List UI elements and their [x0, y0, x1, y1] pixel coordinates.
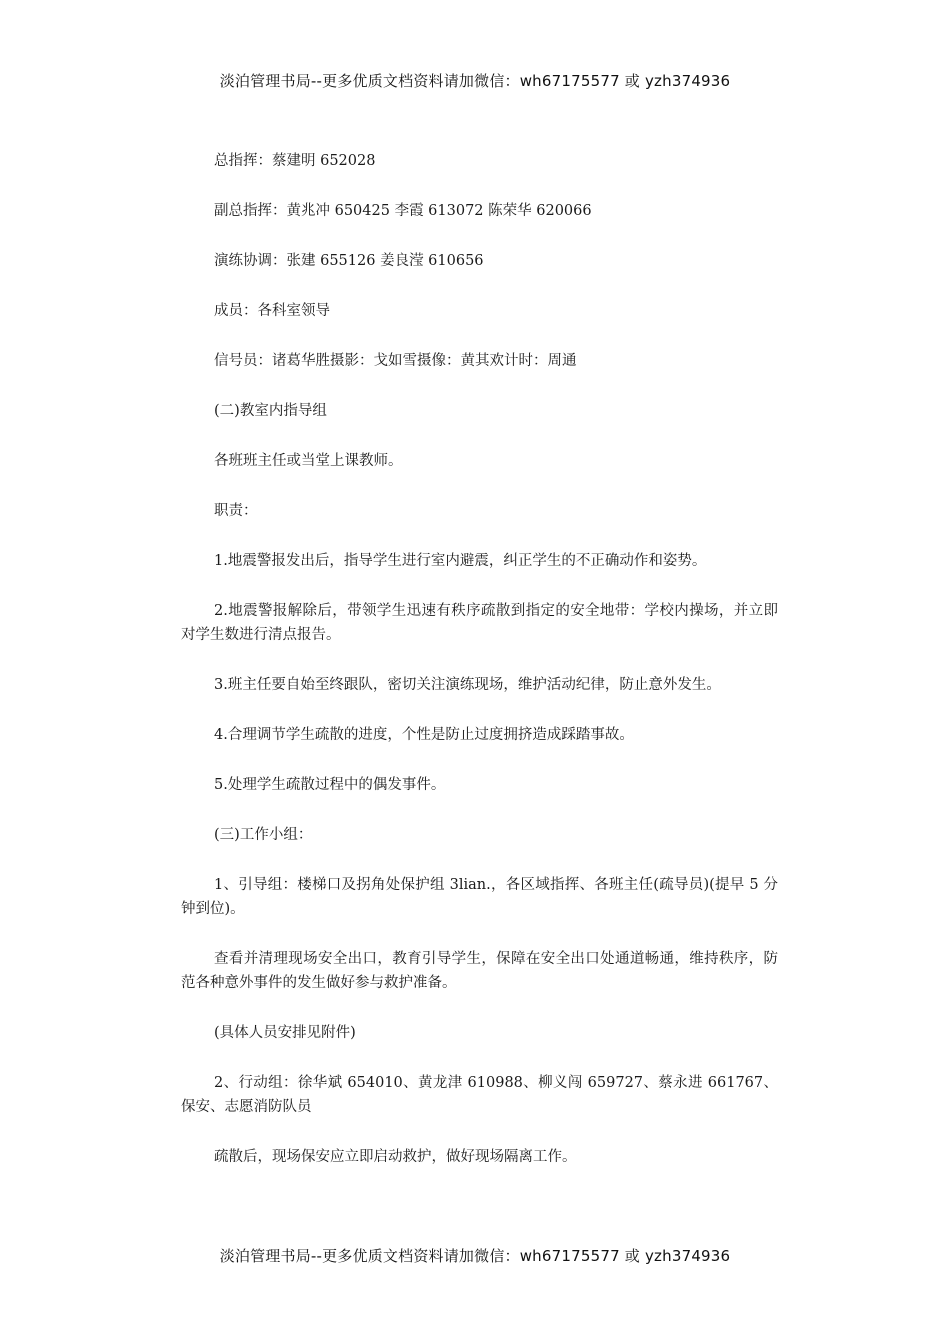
- duty-item-2: 2.地震警报解除后，带领学生迅速有秩序疏散到指定的安全地带：学校内操场，并立即对学生数进行清点报告。: [181, 603, 778, 643]
- work-group-action-detail: 疏散后，现场保安应立即启动救护，做好现场隔离工作。: [214, 1149, 577, 1165]
- duty-item-1: 1.地震警报发出后，指导学生进行室内避震，纠正学生的不正确动作和姿势。: [214, 553, 707, 569]
- duty-item-4: 4.合理调节学生疏散的进度，个性是防止过度拥挤造成踩踏事故。: [214, 727, 634, 743]
- paragraph-signal-staff: 信号员：诸葛华胜摄影：戈如雪摄像：黄其欢计时：周通: [214, 353, 577, 369]
- duty-item-3: 3.班主任要自始至终跟队，密切关注演练现场，维护活动纪律，防止意外发生。: [214, 677, 721, 693]
- paragraph-drill-coordination: 演练协调：张建 655126 姜良滢 610656: [214, 253, 484, 269]
- work-group-action: 2、行动组：徐华斌 654010、黄龙津 610988、柳义闯 659727、蔡永进 661767、保安、志愿消防队员: [181, 1075, 778, 1115]
- footer-banner: 淡泊管理书局--更多优质文档资料请加微信：wh67175577 或 yzh374936: [219, 1247, 731, 1265]
- work-group-guidance: 1、引导组：楼梯口及拐角处保护组 3lian.，各区域指挥、各班主任(疏导员)(提早 5 分钟到位)。: [181, 877, 778, 917]
- paragraph-duties-label: 职责：: [214, 503, 258, 519]
- section-heading-classroom-group: (二)教室内指导组: [214, 403, 327, 419]
- section-heading-work-groups: (三)工作小组：: [214, 827, 313, 843]
- header-banner: 淡泊管理书局--更多优质文档资料请加微信：wh67175577 或 yzh374936: [219, 72, 731, 90]
- paragraph-commander: 总指挥：蔡建明 652028: [214, 153, 376, 169]
- work-group-appendix-note: (具体人员安排见附件): [214, 1025, 356, 1041]
- work-group-guidance-detail: 查看并清理现场安全出口，教育引导学生，保障在安全出口处通道畅通，维持秩序，防范各种意外事件的发生做好参与救护准备。: [181, 951, 778, 991]
- paragraph-class-teachers: 各班班主任或当堂上课教师。: [214, 453, 403, 469]
- paragraph-deputy-commanders: 副总指挥：黄兆冲 650425 李霞 613072 陈荣华 620066: [214, 203, 592, 219]
- document-body: [181, 149, 778, 1195]
- duty-item-5: 5.处理学生疏散过程中的偶发事件。: [214, 777, 446, 793]
- paragraph-members: 成员：各科室领导: [214, 303, 330, 319]
